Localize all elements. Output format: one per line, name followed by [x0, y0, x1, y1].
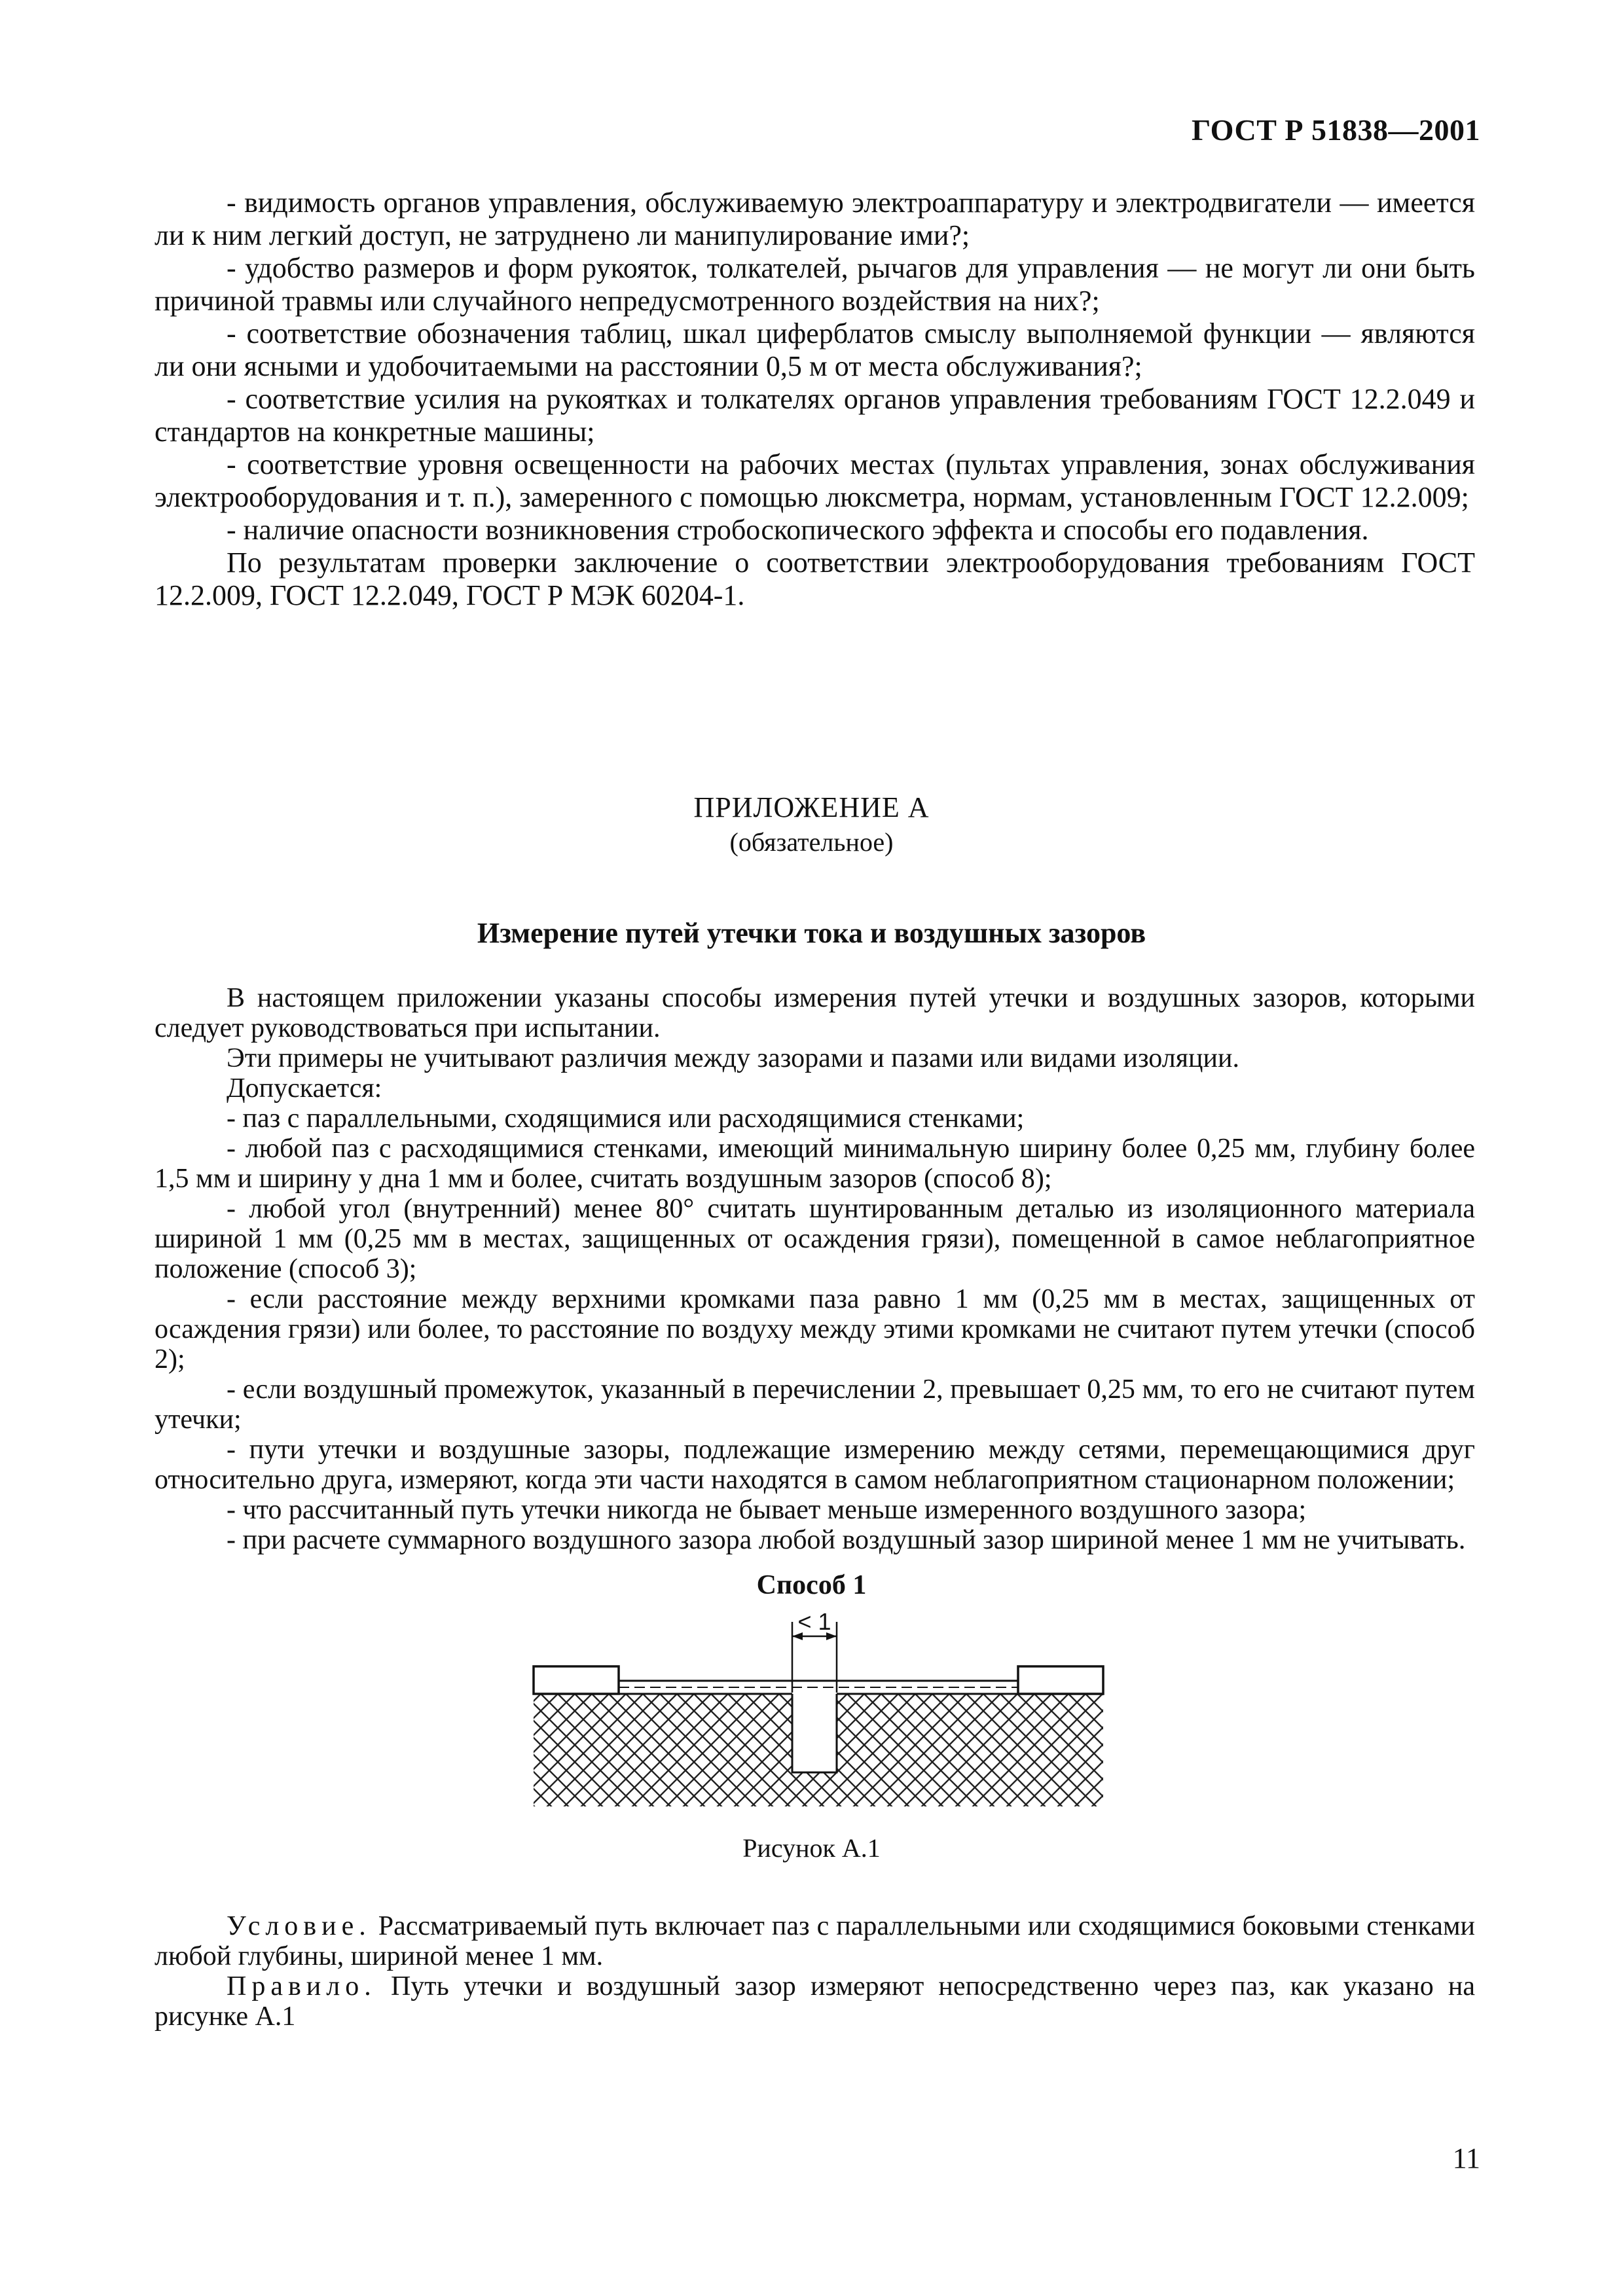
- appendix-subtitle: (обязательное): [729, 827, 894, 857]
- paragraph: В настоящем приложении указаны способы измерения путей утечки и воздушных зазоров, которыми следует руководствоваться при испытании.: [155, 983, 1475, 1043]
- paragraph: - видимость органов управления, обслуживаемую электроаппаратуру и электродвигатели — имеется ли к ним легкий доступ, не затруднено ли манипулирование ими?;: [155, 187, 1475, 251]
- rule-label: Правило.: [227, 1971, 376, 2001]
- paragraph: - соответствие обозначения таблиц, шкал циферблатов смыслу выполняемой функции — являются ли они ясными и удобочитаемыми на расстоянии 0,5 м от места обслуживания?;: [155, 317, 1475, 382]
- rule-text: Путь утечки и воздушный зазор измеряют непосредственно через паз, как указано на рисунке А.1: [155, 1971, 1475, 2032]
- paragraph: - при расчете суммарного воздушного зазора любой воздушный зазор шириной менее 1 мм не учитывать.: [227, 1525, 1466, 1555]
- paragraph: - пути утечки и воздушные зазоры, подлежащие измерению между сетями, перемещающимися друг относительно друга, измеряют, когда эти части находятся в самом неблагоприятном стационарном положении;: [155, 1435, 1475, 1495]
- figure-caption: Рисунок А.1: [742, 1833, 881, 1863]
- figure-title: Способ 1: [756, 1570, 867, 1600]
- condition-text: Рассматриваемый путь включает паз с параллельными или сходящимися боковыми стенками любой глубины, шириной менее 1 мм.: [155, 1911, 1475, 1971]
- paragraph: Эти примеры не учитывают различия между зазорами и пазами или видами изоляции.: [227, 1043, 1239, 1073]
- paragraph: - наличие опасности возникновения стробоскопического эффекта и способы его подавления.: [227, 514, 1369, 546]
- paragraph: - удобство размеров и форм рукояток, толкателей, рычагов для управления — не могут ли они быть причиной травмы или случайного непредусмотренного воздействия на них?;: [155, 252, 1475, 317]
- section-title: Измерение путей утечки тока и воздушных зазоров: [477, 917, 1146, 949]
- paragraph: - любой паз с расходящимися стенками, имеющий минимальную ширину более 0,25 мм, глубину более 1,5 мм и ширину у дна 1 мм и более, считать воздушным зазоров (способ 8);: [155, 1134, 1475, 1194]
- rule-paragraph: [155, 1971, 1475, 2032]
- paragraph: - если расстояние между верхними кромками паза равно 1 мм (0,25 мм в местах, защищенных от осаждения грязи) или более, то расстояние по воздуху между этими кромками не считают путем утечки (способ 2);: [155, 1284, 1475, 1374]
- appendix-text-block: [155, 983, 1475, 1555]
- condition-label: Условие.: [227, 1911, 371, 1941]
- paragraph: - соответствие уровня освещенности на рабочих местах (пультах управления, зонах обслуживания электрооборудования и т. п.), замеренного с помощью люксметра, нормам, установленным ГОСТ 12.2.009;: [155, 448, 1475, 513]
- right-electrode: [1018, 1666, 1103, 1694]
- dimension-label: < 1: [797, 1609, 831, 1635]
- figure-a1-diagram: [524, 1609, 1113, 1818]
- top-text-block: [155, 187, 1475, 612]
- paragraph: - если воздушный промежуток, указанный в перечислении 2, превышает 0,25 мм, то его не считают путем утечки;: [155, 1374, 1475, 1435]
- page-number: 11: [1452, 2142, 1480, 2174]
- paragraph: - паз с параллельными, сходящимися или расходящимися стенками;: [227, 1103, 1025, 1134]
- document-header: ГОСТ Р 51838—2001: [1192, 113, 1480, 147]
- paragraph: По результатам проверки заключение о соответствии электрооборудования требованиям ГОСТ 12.2.009, ГОСТ 12.2.049, ГОСТ Р МЭК 60204-1.: [155, 547, 1475, 611]
- condition-rule-block: [155, 1911, 1475, 2032]
- paragraph: - что рассчитанный путь утечки никогда не бывает меньше измеренного воздушного зазора;: [227, 1495, 1307, 1525]
- appendix-title: ПРИЛОЖЕНИЕ А: [693, 791, 930, 823]
- paragraph: - соответствие усилия на рукоятках и толкателях органов управления требованиям ГОСТ 12.2.049 и стандартов на конкретные машины;: [155, 383, 1475, 448]
- condition-paragraph: [155, 1911, 1475, 1971]
- slot-outline: [792, 1694, 837, 1772]
- paragraph: Допускается:: [227, 1073, 382, 1103]
- left-electrode: [534, 1666, 619, 1694]
- paragraph: - любой угол (внутренний) менее 80° считать шунтированным деталью из изоляционного материала шириной 1 мм (0,25 мм в местах, защищенных от осаждения грязи), помещенной в самое неблагоприятное положение (способ 3);: [155, 1194, 1475, 1284]
